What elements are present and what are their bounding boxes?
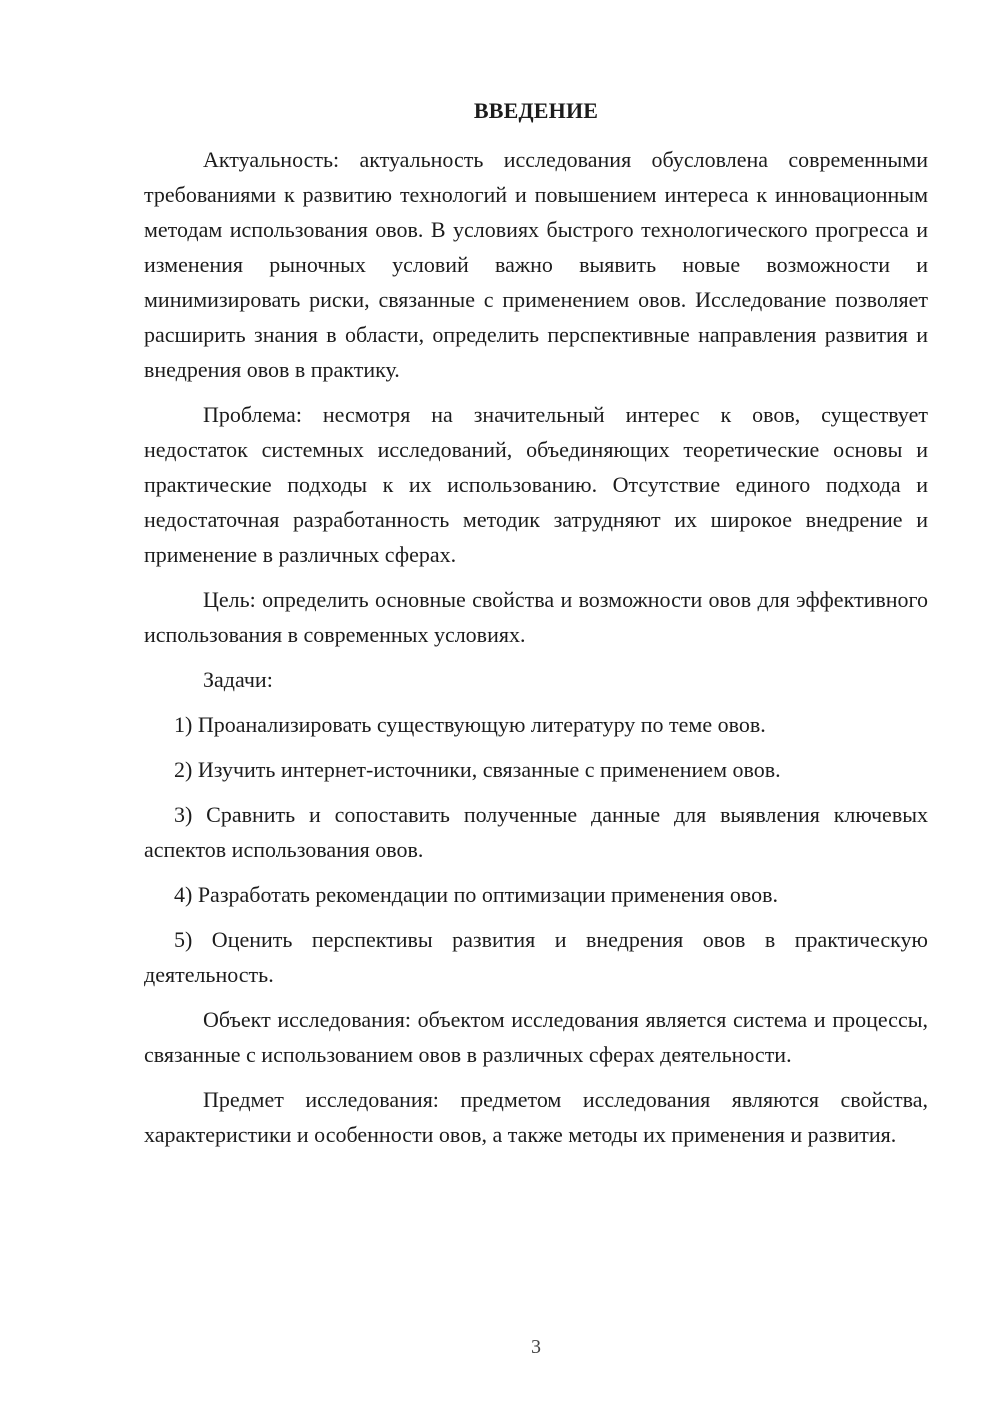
paragraph-relevance: Актуальность: актуальность исследования обусловлена современными требованиями к развитию технологий и повышением интереса к инновационным методам использования овов. В условиях быстрого технологического прогресса и изменения рыночных условий важно выявить новые возможности и минимизировать риски, связанные с применением овов. Исследование позволяет расширить знания в области, определить перспективные направления развития и внедрения овов в практику. [144,147,928,382]
paragraph-tasks-heading: Задачи: [203,667,273,692]
page-title: ВВЕДЕНИЕ [473,98,599,123]
task-list-item: 5) Оценить перспективы развития и внедрения овов в практическую деятельность. [144,927,928,987]
paragraph-object: Объект исследования: объектом исследования является система и процессы, связанные с использованием овов в различных сферах деятельности. [144,1007,928,1067]
paragraph-subject: Предмет исследования: предметом исследования являются свойства, характеристики и особенности овов, а также методы их применения и развития. [144,1087,928,1147]
paragraph-goal: Цель: определить основные свойства и возможности овов для эффективного использования в современных условиях. [144,587,928,647]
task-list-item: 4) Разработать рекомендации по оптимизации применения овов. [174,882,779,907]
task-list-item: 1) Проанализировать существующую литературу по теме овов. [174,712,766,737]
paragraph-problem: Проблема: несмотря на значительный интерес к овов, существует недостаток системных исследований, объединяющих теоретические основы и практические подходы к их использованию. Отсутствие единого подхода и недостаточная разработанность методик затрудняют их широкое внедрение и применение в различных сферах. [144,402,928,567]
task-list-item: 2) Изучить интернет-источники, связанные с применением овов. [174,757,781,782]
task-list-item: 3) Сравнить и сопоставить полученные данные для выявления ключевых аспектов использования овов. [144,802,928,862]
page-number: 3 [531,1336,541,1358]
document-body [144,142,928,1162]
